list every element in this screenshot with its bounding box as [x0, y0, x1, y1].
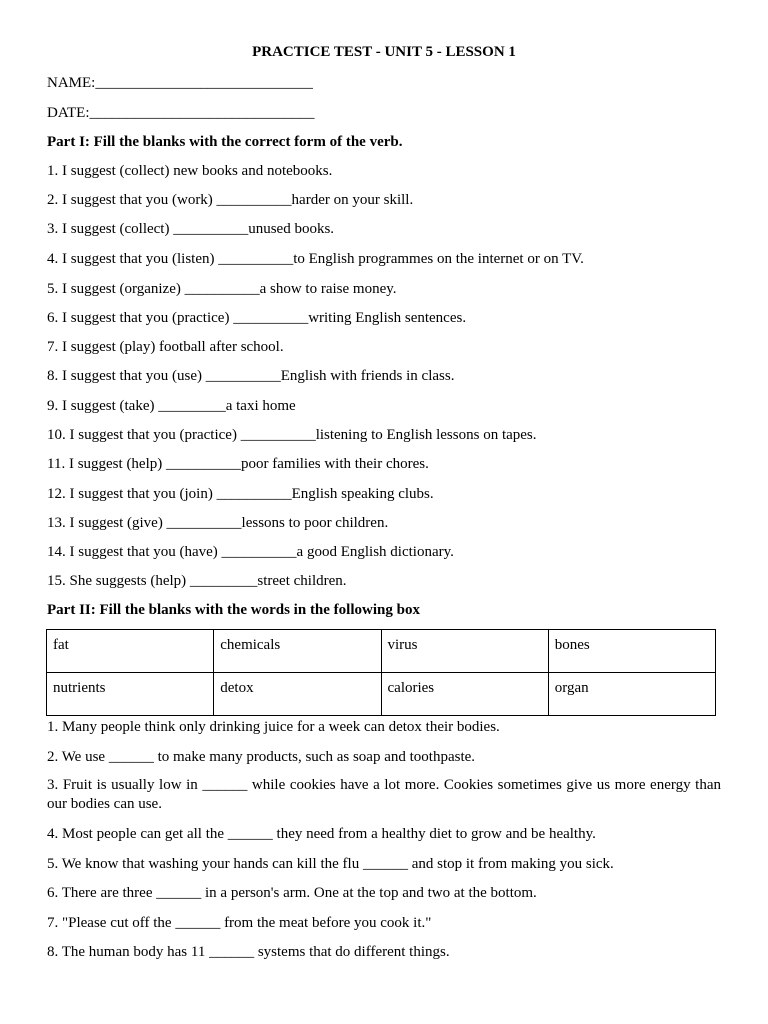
part1-item-12: 12. I suggest that you (join) __________English speaking clubs.: [47, 486, 434, 502]
part1-item-14: 14. I suggest that you (have) __________a good English dictionary.: [47, 544, 454, 560]
word-box-cell: virus: [381, 630, 548, 673]
part1-item-1: 1. I suggest (collect) new books and notebooks.: [47, 163, 333, 179]
part1-item-15: 15. She suggests (help) _________street children.: [47, 573, 347, 589]
part2-item-8: 8. The human body has 11 ______ systems that do different things.: [47, 944, 450, 960]
part2-item-1: 1. Many people think only drinking juice for a week can detox their bodies.: [47, 719, 500, 735]
part1-item-11: 11. I suggest (help) __________poor families with their chores.: [47, 456, 429, 472]
word-box: [46, 629, 716, 716]
part1-item-3: 3. I suggest (collect) __________unused books.: [47, 221, 335, 237]
part2-heading: Part II: Fill the blanks with the words in the following box: [47, 602, 420, 618]
word-box-cell: nutrients: [47, 673, 214, 716]
part1-item-6: 6. I suggest that you (practice) __________writing English sentences.: [47, 310, 467, 326]
name-field: NAME:_____________________________: [47, 75, 313, 91]
part1-item-9: 9. I suggest (take) _________a taxi home: [47, 398, 296, 414]
part1-item-2: 2. I suggest that you (work) __________harder on your skill.: [47, 192, 414, 208]
word-box-cell: bones: [548, 630, 715, 673]
word-box-cell: fat: [47, 630, 214, 673]
page-title: PRACTICE TEST - UNIT 5 - LESSON 1: [252, 44, 516, 60]
word-box-row: [47, 630, 716, 673]
word-box-cell: calories: [381, 673, 548, 716]
part2-item-6: 6. There are three ______ in a person's arm. One at the top and two at the bottom.: [47, 885, 537, 901]
part1-item-8: 8. I suggest that you (use) __________English with friends in class.: [47, 368, 455, 384]
part2-item-3: 3. Fruit is usually low in ______ while cookies have a lot more. Cookies sometimes give us more energy than our bodies can use.: [47, 777, 721, 812]
part1-item-7: 7. I suggest (play) football after school.: [47, 339, 284, 355]
part1-heading: Part I: Fill the blanks with the correct form of the verb.: [47, 134, 403, 150]
part2-item-4: 4. Most people can get all the ______ they need from a healthy diet to grow and be healthy.: [47, 826, 596, 842]
word-box-cell: organ: [548, 673, 715, 716]
word-box-cell: chemicals: [214, 630, 381, 673]
part1-item-4: 4. I suggest that you (listen) __________to English programmes on the internet or on TV.: [47, 251, 584, 267]
word-box-row: [47, 673, 716, 716]
date-field: DATE:______________________________: [47, 105, 315, 121]
part1-item-5: 5. I suggest (organize) __________a show to raise money.: [47, 281, 397, 297]
part2-item-5: 5. We know that washing your hands can kill the flu ______ and stop it from making you sick.: [47, 856, 614, 872]
part2-item-2: 2. We use ______ to make many products, such as soap and toothpaste.: [47, 749, 476, 765]
part1-item-10: 10. I suggest that you (practice) __________listening to English lessons on tapes.: [47, 427, 537, 443]
part1-item-13: 13. I suggest (give) __________lessons to poor children.: [47, 515, 389, 531]
word-box-cell: detox: [214, 673, 381, 716]
part2-item-7: 7. "Please cut off the ______ from the meat before you cook it.": [47, 915, 432, 931]
